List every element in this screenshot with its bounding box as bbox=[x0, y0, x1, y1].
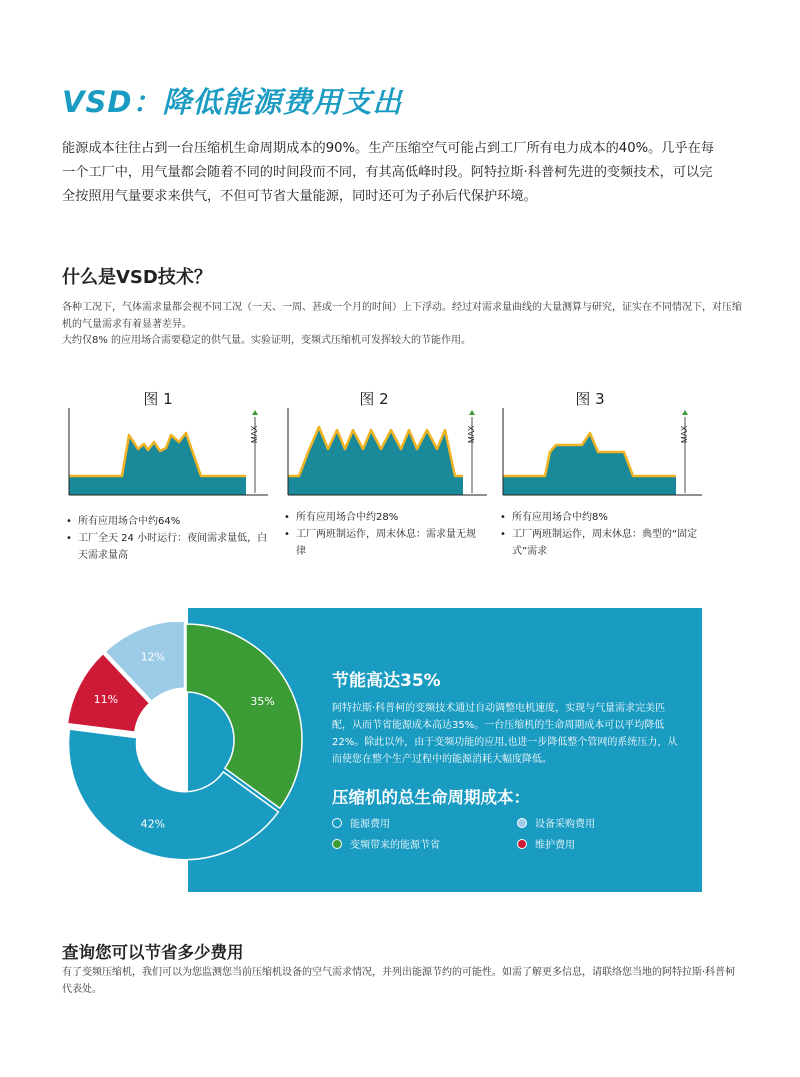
legend-item-equipment-cost bbox=[517, 815, 595, 830]
legend-item-vsd-savings bbox=[332, 836, 440, 851]
figure-1-bullet-2: • 工厂全天 24 小时运行：夜间需求量低，白天需求量高 bbox=[66, 530, 276, 564]
savings-heading: 节能高达35% bbox=[332, 671, 441, 691]
figure-2-max-label: MAX bbox=[467, 425, 476, 443]
figure-3-title: 图 3 bbox=[575, 390, 605, 408]
legend-swatch-maintenance-cost bbox=[517, 839, 527, 849]
figure-1-chart bbox=[64, 405, 274, 500]
pie-slice-label-0: 35% bbox=[250, 694, 275, 708]
figure-3-bullets bbox=[500, 509, 700, 560]
pie-slice-0 bbox=[186, 624, 302, 808]
savings-body: 阿特拉斯·科普柯的变频技术通过自动调整电机速度，实现与气量需求完美匹配，从而节省能源成本高达35%。一台压缩机的生命周期成本可以平均降低22%。除此以外，由于变频功能的应用,也进一步降低整个管网的系统压力，从而使您在整个生产过程中的能源消耗大幅度降低。 bbox=[332, 703, 678, 765]
lifecycle-cost-heading: 压缩机的总生命周期成本： bbox=[332, 788, 530, 807]
figure-3-area bbox=[503, 433, 676, 495]
figure-1-title: 图 1 bbox=[143, 390, 173, 408]
legend-item-maintenance-cost bbox=[517, 836, 575, 851]
figure-2-title: 图 2 bbox=[359, 390, 389, 408]
query-heading: 查询您可以节省多少费用 bbox=[62, 943, 244, 962]
figure-2-bullets bbox=[284, 509, 484, 560]
pie-slice-label-3: 12% bbox=[140, 650, 166, 664]
figure-1-bullets bbox=[66, 513, 276, 564]
legend-label-maintenance-cost: 维护费用 bbox=[535, 840, 575, 851]
figure-3-max-label: MAX bbox=[680, 425, 689, 443]
legend-label-equipment-cost: 设备采购费用 bbox=[535, 819, 595, 830]
query-body: 有了变频压缩机，我们可以为您监测您当前压缩机设备的空气需求情况，并列出能源节约的可能性。如需了解更多信息，请联络您当地的阿特拉斯·科普柯代表处。 bbox=[62, 967, 736, 995]
pie-slice-label-1: 42% bbox=[140, 817, 166, 831]
figure-3-bullet-1: • 所有应用场合中约8% bbox=[500, 509, 700, 526]
lifecycle-cost-pie-chart bbox=[60, 622, 310, 876]
legend-label-energy-cost: 能源费用 bbox=[350, 819, 390, 830]
page-title: VSD：降低能源费用支出 bbox=[62, 85, 403, 119]
figure-2-bullet-1: • 所有应用场合中约28% bbox=[284, 509, 484, 526]
legend-swatch-equipment-cost bbox=[517, 818, 527, 828]
figure-3-max-arrow bbox=[682, 410, 688, 415]
figure-2-max-arrow bbox=[469, 410, 475, 415]
figure-1-max-arrow bbox=[252, 410, 258, 415]
figure-1-area bbox=[69, 433, 246, 495]
legend-item-energy-cost bbox=[332, 815, 390, 830]
section-heading: 什么是VSD技术？ bbox=[62, 267, 212, 288]
intro-paragraph: 能源成本往往占到一台压缩机生命周期成本的90%。生产压缩空气可能占到工厂所有电力成本的40%。几乎在每一个工厂中，用气量都会随着不同的时间段而不同，有其高低峰时段。阿特拉斯·科普柯先进的变频技术，可以完全按照用气量要求来供气，不但可节省大量能源，同时还可为子孙后代保护环境。 bbox=[62, 141, 715, 204]
section-body bbox=[62, 300, 742, 350]
section-body-line-2: 大约仅8% 的应用场合需要稳定的供气量。实验证明，变频式压缩机可发挥较大的节能作用。 bbox=[62, 335, 472, 346]
legend-swatch-vsd-savings bbox=[332, 839, 342, 849]
legend-label-vsd-savings: 变频带来的能源节省 bbox=[350, 840, 440, 851]
figure-2-bullet-2: • 工厂两班制运作，周末休息：需求量无规律 bbox=[284, 526, 484, 560]
figure-1-max-label: MAX bbox=[250, 425, 259, 443]
figure-3-chart bbox=[498, 405, 708, 500]
section-body-line-1: 各种工况下，气体需求量都会视不同工况（一天、一周、甚或一个月的时间）上下浮动。经过对需求量曲线的大量测算与研究，证实在不同情况下，对压缩机的气量需求有着显著差异。 bbox=[62, 302, 742, 330]
figure-3-bullet-2: • 工厂两班制运作，周末休息：典型的“固定式”需求 bbox=[500, 526, 700, 560]
pie-slice-label-2: 11% bbox=[93, 693, 119, 707]
figure-2-chart bbox=[283, 405, 493, 500]
figure-1-bullet-1: • 所有应用场合中约64% bbox=[66, 513, 276, 530]
legend-swatch-energy-cost bbox=[332, 818, 342, 828]
